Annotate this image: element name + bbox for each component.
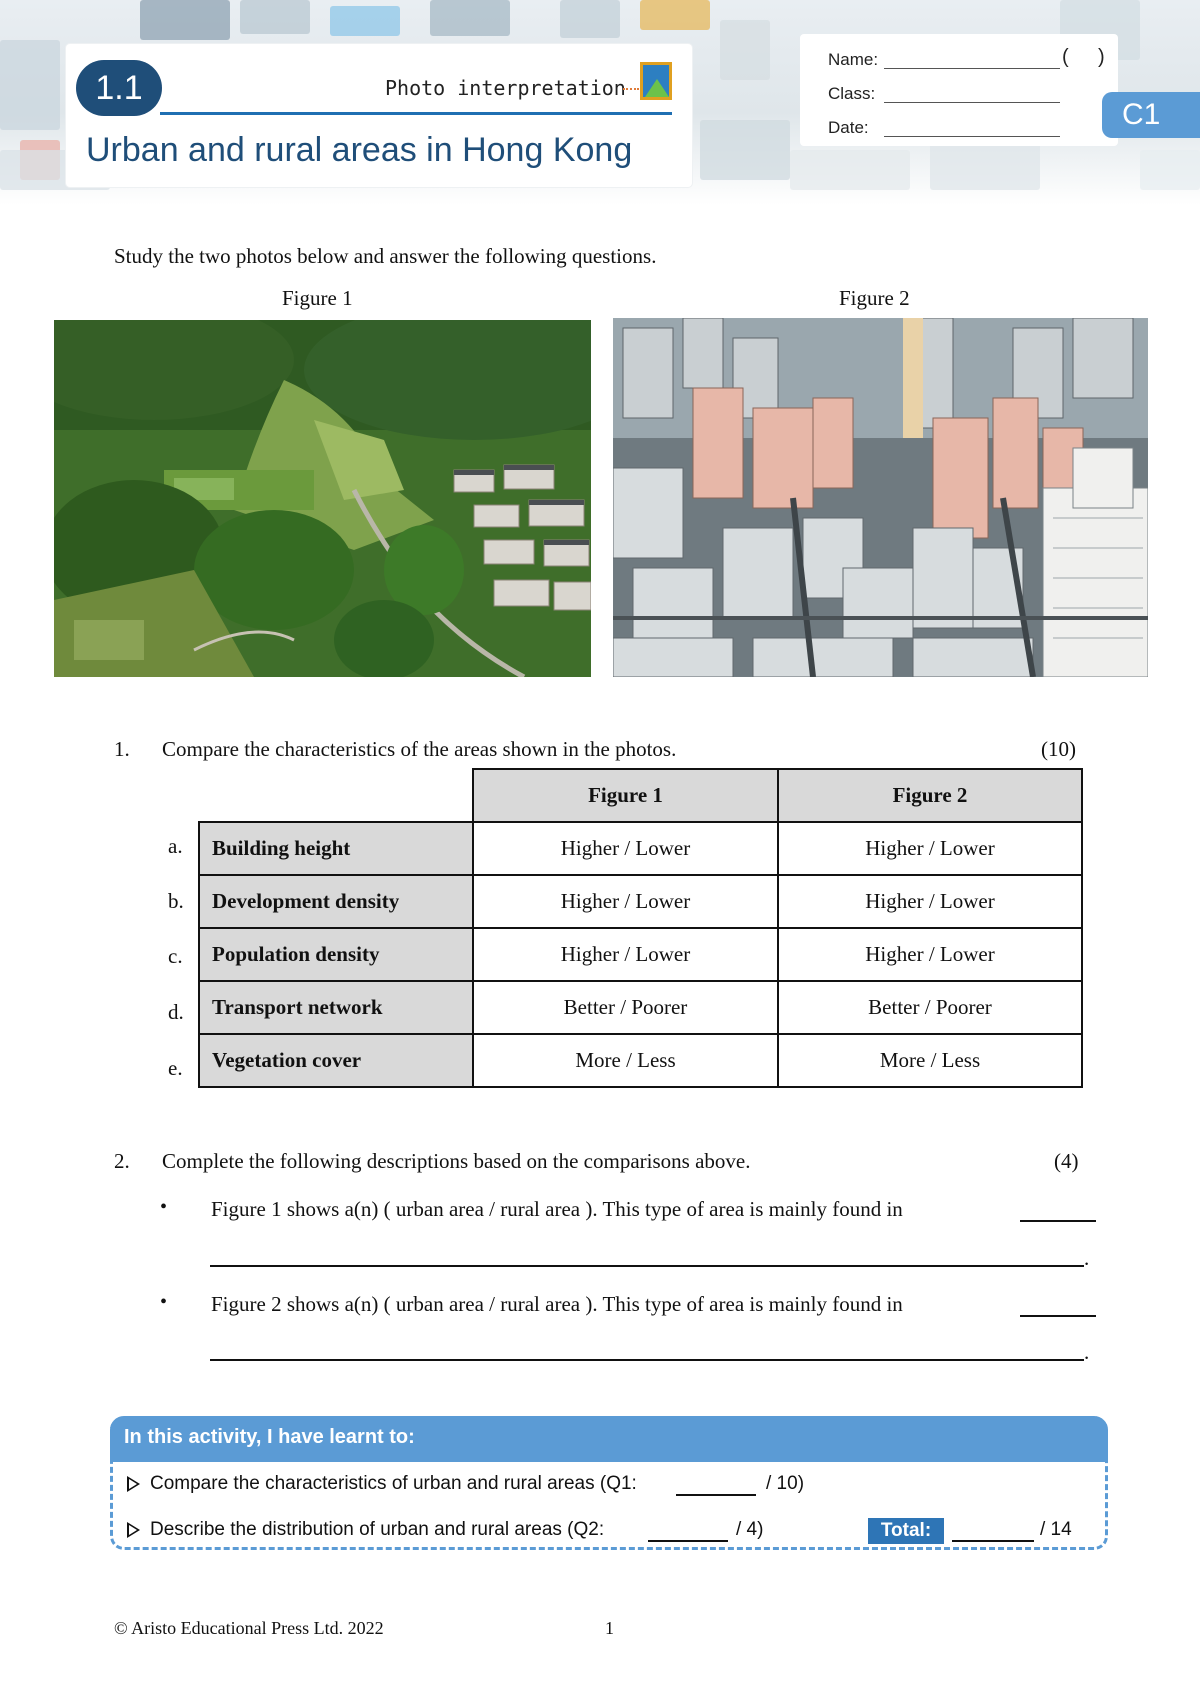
- figure-2-caption: Figure 2: [839, 286, 910, 310]
- figure-1-transport-network-options[interactable]: Better / Poorer: [473, 981, 778, 1034]
- row-label-transport-network: Transport network: [199, 981, 473, 1034]
- question-2-number: 2.: [114, 1149, 130, 1173]
- question-2-bullet-1-blank-a[interactable]: [1020, 1220, 1096, 1222]
- title-divider: [160, 112, 672, 115]
- total-badge: Total:: [868, 1518, 944, 1544]
- page-number: 1: [605, 1618, 614, 1638]
- table-row: [199, 981, 1082, 1034]
- row-label-population-density: Population density: [199, 928, 473, 981]
- question-2-bullet-2-end: .: [1084, 1340, 1090, 1364]
- learning-outcomes-heading: In this activity, I have learnt to:: [124, 1426, 415, 1448]
- q2-score-blank[interactable]: [648, 1540, 728, 1542]
- figure-1-photo: [54, 320, 591, 677]
- q1-score-blank[interactable]: [676, 1494, 756, 1496]
- figure-2-photo: [613, 318, 1148, 677]
- date-field[interactable]: [884, 136, 1060, 137]
- question-2-bullet-2-blank-a[interactable]: [1020, 1315, 1096, 1317]
- learning-item-1-text: Compare the characteristics of urban and rural areas (Q1:: [150, 1473, 637, 1494]
- figure-1-development-density-options[interactable]: Higher / Lower: [473, 875, 778, 928]
- question-2-bullet-1-blank-b[interactable]: [210, 1265, 1084, 1267]
- learning-item-2-text: Describe the distribution of urban and rural areas (Q2:: [150, 1519, 605, 1540]
- row-letter-e: e.: [168, 1056, 183, 1080]
- question-1-number: 1.: [114, 737, 130, 761]
- table-row: [199, 928, 1082, 981]
- photo-interpretation-icon: [640, 62, 672, 100]
- learning-item-2-score: / 4): [736, 1519, 764, 1540]
- chapter-tab: C1: [1102, 92, 1200, 138]
- question-1-marks: (10): [1041, 737, 1076, 761]
- figure-2-population-density-options[interactable]: Higher / Lower: [778, 928, 1082, 981]
- date-label: Date:: [828, 118, 869, 137]
- bullet-icon: •: [160, 1196, 168, 1218]
- table-header-row: [199, 769, 1082, 822]
- table-row: [199, 822, 1082, 875]
- table-row: [199, 875, 1082, 928]
- figure-2-development-density-options[interactable]: Higher / Lower: [778, 875, 1082, 928]
- column-header-figure-1: Figure 1: [473, 769, 778, 822]
- name-field[interactable]: [884, 68, 1060, 69]
- question-2-marks: (4): [1054, 1149, 1079, 1173]
- total-score: / 14: [1040, 1519, 1072, 1540]
- column-header-figure-2: Figure 2: [778, 769, 1082, 822]
- question-2-bullet-2-blank-b[interactable]: [210, 1359, 1084, 1361]
- class-number-paren-open: (: [1062, 46, 1069, 68]
- figure-1-population-density-options[interactable]: Higher / Lower: [473, 928, 778, 981]
- question-2-text: Complete the following descriptions based on the comparisons above.: [162, 1149, 751, 1173]
- class-label: Class:: [828, 84, 876, 103]
- figure-2-transport-network-options[interactable]: Better / Poorer: [778, 981, 1082, 1034]
- lesson-number-badge: 1.1: [76, 60, 162, 116]
- instructions: Study the two photos below and answer the following questions.: [114, 244, 657, 268]
- figure-1-caption: Figure 1: [282, 286, 353, 310]
- row-letter-a: a.: [168, 834, 183, 858]
- figure-1-building-height-options[interactable]: Higher / Lower: [473, 822, 778, 875]
- class-number-paren-close: ): [1098, 46, 1105, 68]
- table-row: [199, 1034, 1082, 1087]
- triangle-outline-icon: [127, 1476, 140, 1492]
- name-label: Name:: [828, 50, 879, 69]
- row-letter-d: d.: [168, 1000, 184, 1024]
- bullet-icon: •: [160, 1291, 168, 1313]
- class-field[interactable]: [884, 102, 1060, 103]
- question-2-bullet-1-text: Figure 1 shows a(n) ( urban area / rural area ). This type of area is mainly found in: [211, 1197, 903, 1221]
- figure-2-vegetation-cover-options[interactable]: More / Less: [778, 1034, 1082, 1087]
- question-2-bullet-2-text: Figure 2 shows a(n) ( urban area / rural area ). This type of area is mainly found in: [211, 1292, 903, 1316]
- skill-label: Photo interpretation: [385, 76, 626, 100]
- figure-2-building-height-options[interactable]: Higher / Lower: [778, 822, 1082, 875]
- learning-item-1-score: / 10): [766, 1473, 805, 1494]
- triangle-outline-icon: [127, 1522, 140, 1538]
- comparison-table: [198, 768, 1083, 1088]
- row-label-vegetation-cover: Vegetation cover: [199, 1034, 473, 1087]
- copyright: © Aristo Educational Press Ltd. 2022: [114, 1618, 384, 1638]
- row-letter-c: c.: [168, 944, 183, 968]
- page-title: Urban and rural areas in Hong Kong: [86, 131, 633, 169]
- row-label-development-density: Development density: [199, 875, 473, 928]
- figure-1-vegetation-cover-options[interactable]: More / Less: [473, 1034, 778, 1087]
- total-score-blank[interactable]: [952, 1540, 1034, 1542]
- table-corner: [199, 769, 473, 822]
- row-letter-b: b.: [168, 889, 184, 913]
- question-2-bullet-1-end: .: [1084, 1246, 1090, 1270]
- dotted-arrow-icon: [623, 88, 639, 90]
- question-1-text: Compare the characteristics of the areas shown in the photos.: [162, 737, 677, 761]
- row-label-building-height: Building height: [199, 822, 473, 875]
